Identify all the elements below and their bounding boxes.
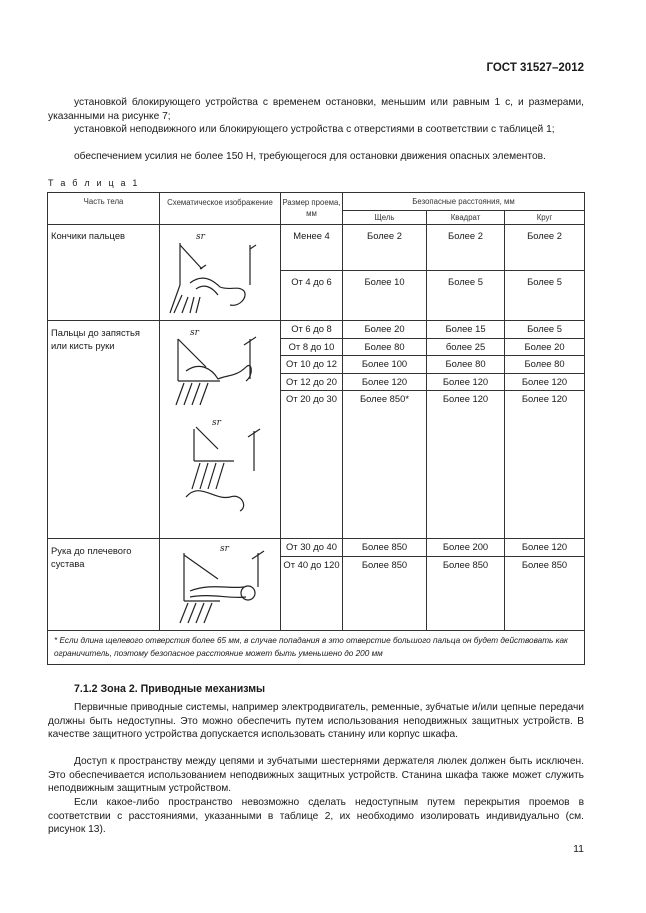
round-column [505,539,585,631]
table-title: Т а б л и ц а 1 [48,178,140,188]
document-code: ГОСТ 31527–2012 [486,62,584,74]
scheme-fingertips [160,225,281,321]
square-cell: Более 200 [427,539,504,557]
square-column [427,539,505,631]
hand-guard-sketch [160,321,280,537]
arm-guard-sketch [160,539,280,629]
header-round: Круг [505,211,585,225]
square-cell: Более 120 [442,393,489,404]
size-cell: От 4 до 6 [281,271,343,321]
slot-cell: Более 80 [343,339,426,357]
round-cell: Более 5 [505,321,584,339]
round-cell: Более 5 [505,271,585,321]
slot-cell: Более 10 [343,271,427,321]
round-cell: Более 20 [505,339,584,357]
body-part-fingertips: Кончики пальцев [48,225,160,321]
scheme-fingers-hand [160,321,281,539]
size-cell: От 10 до 12 [281,356,342,374]
slot-cell: Более 20 [343,321,426,339]
sr-label: sr [212,418,221,428]
header-opening-size: Размер проема, мм [281,193,343,225]
round-cell: Более 80 [505,356,584,374]
square-cell: Более 15 [427,321,504,339]
header-body-part: Часть тела [48,193,160,225]
safety-distances-table [47,192,585,665]
slot-column [343,321,427,539]
square-cell: Более 80 [427,356,504,374]
round-cell: Более 120 [505,539,584,557]
intro-paragraph-2: установкой неподвижного или блокирующего устройства с отверстиями в соответствии с таблицей 1; [74,124,555,135]
header-safe-distances: Безопасные расстояния, мм [343,193,585,211]
fingertip-guard-sketch [160,225,280,317]
square-cell: более 25 [427,339,504,357]
size-cell: Менее 4 [281,225,343,271]
round-column [505,321,585,539]
size-column [281,539,343,631]
section-paragraph-1: Первичные приводные системы, например электродвигатель, ременные, зубчатые и/или цепные передачи должны быть недоступны. Это можно обеспечить путем использования неподвижных защитных устройств. В качестве защитного устройства допускается использовать станину или корпус шкафа. [48,702,584,741]
square-column [427,321,505,539]
slot-cell: Более 100 [343,356,426,374]
section-paragraph-2: Доступ к пространству между цепями и зубчатыми шестернями держателя люлек должен быть исключен. Это обеспечивается использованием неподвижных защитных устройств. Станина шкафа также может служить неподвижным защитным устройством. [48,756,584,795]
round-cell: Более 120 [505,374,584,392]
square-cell: Более 120 [427,374,504,392]
table-footnote: * Если длина щелевого отверстия более 65 мм, в случае попадания в это отверстие большого пальца он будет действовать как ограничитель, поэтому безопасное расстояние может быть уменьшено до 200 мм [48,631,585,665]
square-cell: Более 2 [427,225,505,271]
slot-cell: Более 850 [361,558,408,570]
sr-label: sr [196,232,205,242]
sr-label: sr [220,544,229,554]
header-scheme: Схематическое изображение [160,193,281,225]
section-heading: 7.1.2 Зона 2. Приводные механизмы [74,683,266,695]
square-cell: Более 850 [442,558,489,570]
square-cell: Более 5 [427,271,505,321]
size-cell: От 30 до 40 [281,539,342,557]
round-cell: Более 850 [521,558,568,570]
slot-cell: Более 850 [343,539,426,557]
size-cell: От 6 до 8 [281,321,342,339]
body-part-arm: Рука до плечевого сустава [48,539,160,631]
slot-cell: Более 2 [343,225,427,271]
sr-label: sr [190,328,199,338]
size-cell: От 12 до 20 [281,374,342,392]
size-cell: От 20 до 30 [286,393,337,404]
size-cell: От 8 до 10 [281,339,342,357]
page-number: 11 [573,843,584,855]
slot-column [343,539,427,631]
header-square: Квадрат [427,211,505,225]
size-cell: От 40 до 120 [283,558,340,570]
scheme-arm [160,539,281,631]
body-part-fingers-hand: Пальцы до запястья или кисть руки [48,321,160,539]
intro-paragraph-1: установкой блокирующего устройства с временем остановки, меньшим или равным 1 с, и размерами, указанными на рисунке 7; [48,97,584,122]
round-cell: Более 120 [521,393,568,404]
slot-cell: Более 850* [360,393,409,404]
round-cell: Более 2 [505,225,585,271]
header-slot: Щель [343,211,427,225]
intro-paragraph-3: обеспечением усилия не более 150 Н, требующегося для остановки движения опасных элементов. [74,151,546,162]
size-column [281,321,343,539]
section-paragraph-3: Если какое-либо пространство невозможно сделать недоступным путем перекрытия проемов в соответствии с расстояниями, указанными в таблице 2, их необходимо изолировать индивидуально (см. рисунок 13). [48,797,584,836]
slot-cell: Более 120 [343,374,426,392]
